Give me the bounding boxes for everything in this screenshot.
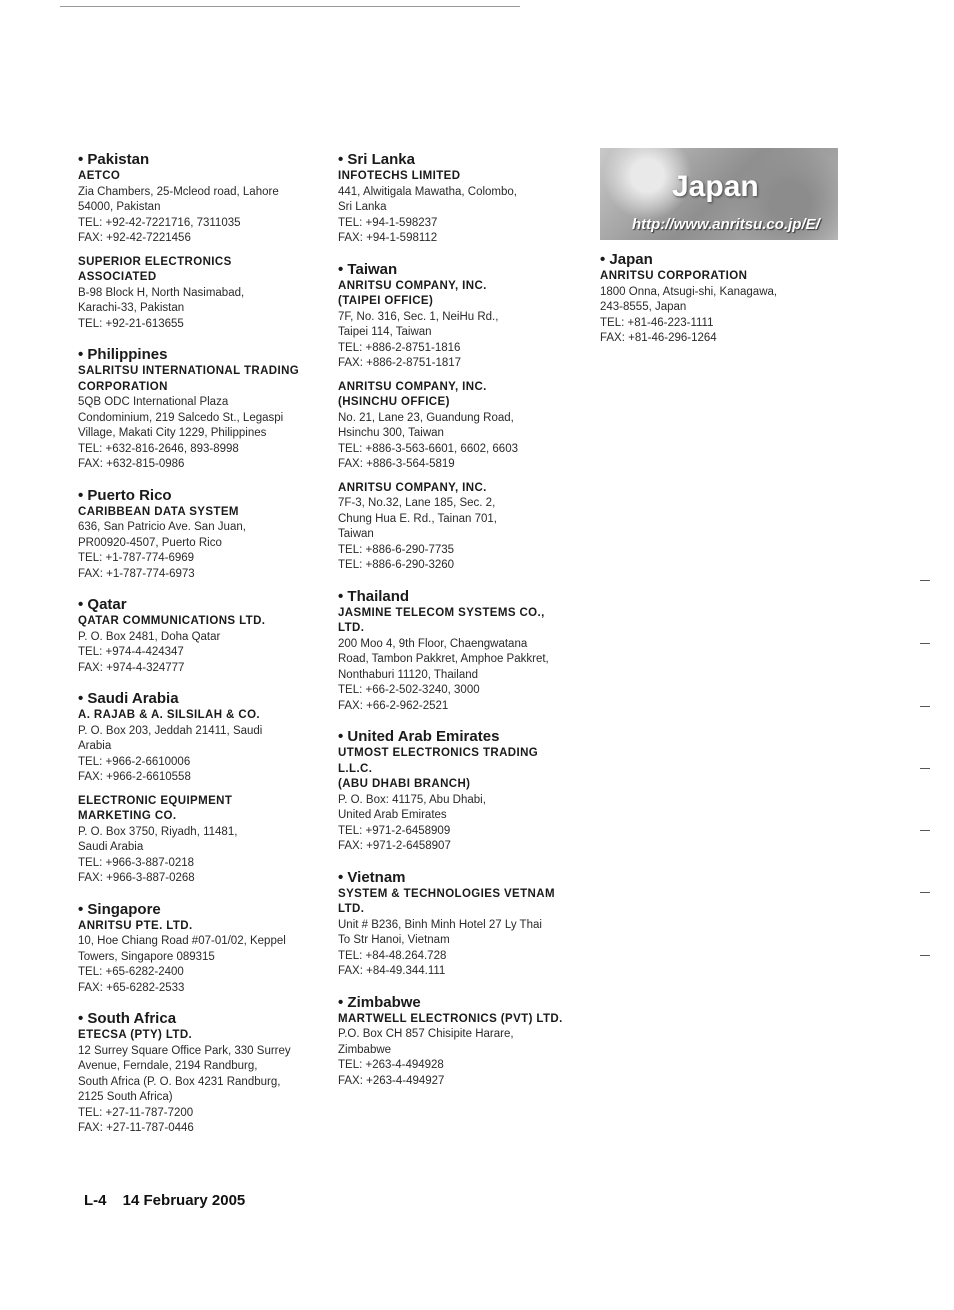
company-entry	[78, 255, 328, 333]
address-line: Unit # B236, Binh Minh Hotel 27 Ly Thai	[338, 918, 542, 931]
country-heading: • Sri Lanka	[338, 150, 588, 169]
page-number: L-4	[84, 1192, 107, 1209]
address-line: FAX: +81-46-296-1264	[600, 332, 717, 344]
company-entry	[338, 746, 588, 855]
address-line: Chung Hua E. Rd., Tainan 701,	[338, 512, 497, 525]
address-line: 1800 Onna, Atsugi-shi, Kanagawa,	[600, 285, 778, 298]
address-line: FAX: +94-1-598112	[338, 232, 438, 244]
banner-title: Japan	[672, 170, 759, 203]
country-section	[78, 689, 328, 887]
company-name: CARIBBEAN DATA SYSTEM	[78, 505, 239, 518]
address-line: 2125 South Africa)	[78, 1091, 173, 1103]
address-line: 7F-3, No.32, Lane 185, Sec. 2,	[338, 497, 496, 509]
address-line: Hsinchu 300, Taiwan	[338, 427, 444, 439]
company-name: JASMINE TELECOM SYSTEMS CO., LTD.	[338, 606, 545, 634]
country-heading: • Qatar	[78, 595, 328, 614]
company-name: INFOTECHS LIMITED	[338, 170, 461, 182]
company-name: ELECTRONIC EQUIPMENT MARKETING CO.	[78, 794, 233, 822]
address-line: P.O. Box CH 857 Chisipite Harare,	[338, 1028, 514, 1040]
margin-tick	[920, 643, 930, 644]
company-name: ANRITSU COMPANY, INC.	[338, 481, 487, 494]
address-line: TEL: +886-6-290-7735	[338, 543, 455, 556]
country-heading: • Pakistan	[78, 150, 328, 169]
address-line: FAX: +971-2-6458907	[338, 840, 451, 852]
address-line: TEL: +974-4-424347	[78, 646, 184, 658]
country-heading: • Puerto Rico	[78, 486, 328, 505]
country-heading: • Thailand	[338, 587, 588, 606]
company-name: UTMOST ELECTRONICS TRADING L.L.C. (ABU DHABI BRANCH)	[338, 747, 539, 790]
address-line: TEL: +886-6-290-3260	[338, 559, 455, 571]
company-name: ANRITSU COMPANY, INC. (HSINCHU OFFICE)	[338, 380, 487, 408]
country-section	[78, 900, 328, 997]
country-section	[338, 727, 588, 855]
address-line: FAX: +84-49.344.111	[338, 965, 446, 977]
address-line: TEL: +632-816-2646, 893-8998	[78, 442, 239, 455]
address-line: Nonthaburi 11120, Thailand	[338, 668, 479, 681]
address-line: 636, San Patricio Ave. San Juan,	[78, 521, 246, 533]
country-section	[338, 993, 588, 1090]
country-heading: • Taiwan	[338, 260, 588, 279]
company-name: ANRITSU CORPORATION	[600, 270, 748, 282]
country-heading: • Saudi Arabia	[78, 689, 328, 708]
address-line: TEL: +66-2-502-3240, 3000	[338, 684, 480, 696]
country-section	[78, 595, 328, 676]
address-line: TEL: +263-4-494928	[338, 1059, 444, 1071]
address-line: B-98 Block H, North Nasimabad,	[78, 286, 245, 299]
country-section	[338, 587, 588, 715]
company-entry	[78, 505, 328, 583]
address-line: 200 Moo 4, 9th Floor, Chaengwatana	[338, 637, 528, 650]
margin-tick	[920, 955, 930, 956]
address-line: Taipei 114, Taiwan	[338, 326, 432, 338]
top-rule	[60, 6, 520, 7]
address-line: TEL: +92-42-7221716, 7311035	[78, 216, 241, 229]
company-name: SUPERIOR ELECTRONICS ASSOCIATED	[78, 255, 232, 283]
company-entry	[338, 279, 588, 372]
company-entry	[78, 708, 328, 786]
address-line: Village, Makati City 1229, Philippines	[78, 427, 267, 439]
address-line: FAX: +65-6282-2533	[78, 981, 185, 994]
company-entry	[78, 169, 328, 247]
address-line: FAX: +92-42-7221456	[78, 232, 191, 244]
company-entry	[600, 269, 850, 347]
address-line: Karachi-33, Pakistan	[78, 302, 185, 314]
address-line: FAX: +886-2-8751-1817	[338, 357, 462, 369]
address-line: South Africa (P. O. Box 4231 Randburg,	[78, 1075, 281, 1088]
company-entry	[338, 887, 588, 980]
address-line: FAX: +966-3-887-0268	[78, 872, 195, 884]
country-heading: • United Arab Emirates	[338, 727, 588, 746]
country-section	[78, 345, 328, 473]
column-2	[338, 150, 588, 1102]
column-3	[600, 250, 850, 360]
address-line: TEL: +886-3-563-6601, 6602, 6603	[338, 442, 518, 455]
company-entry	[78, 614, 328, 676]
address-line: FAX: +886-3-564-5819	[338, 458, 455, 470]
country-heading: • Philippines	[78, 345, 328, 364]
address-line: TEL: +92-21-613655	[78, 317, 184, 330]
address-line: To Str Hanoi, Vietnam	[338, 934, 450, 946]
margin-tick	[920, 830, 930, 831]
address-line: TEL: +966-3-887-0218	[78, 856, 195, 869]
address-line: Zimbabwe	[338, 1043, 392, 1056]
address-line: Saudi Arabia	[78, 841, 144, 853]
address-line: 243-8555, Japan	[600, 301, 687, 313]
banner-url[interactable]: http://www.anritsu.co.jp/E/	[632, 216, 820, 233]
page-footer	[84, 1192, 245, 1209]
address-line: TEL: +971-2-6458909	[338, 824, 451, 837]
address-line: TEL: +65-6282-2400	[78, 966, 184, 978]
margin-tick	[920, 580, 930, 581]
address-line: P. O. Box: 41175, Abu Dhabi,	[338, 793, 486, 806]
address-line: FAX: +632-815-0986	[78, 458, 185, 470]
address-line: Road, Tambon Pakkret, Amphoe Pakkret,	[338, 653, 549, 665]
country-section	[78, 150, 328, 332]
company-entry	[338, 1012, 588, 1090]
address-line: Sri Lanka	[338, 201, 387, 213]
country-heading: • Zimbabwe	[338, 993, 588, 1012]
address-line: United Arab Emirates	[338, 809, 447, 821]
address-line: 54000, Pakistan	[78, 201, 161, 213]
address-line: 7F, No. 316, Sec. 1, NeiHu Rd.,	[338, 310, 499, 323]
address-line: FAX: +66-2-962-2521	[338, 699, 449, 712]
company-name: ANRITSU COMPANY, INC. (TAIPEI OFFICE)	[338, 279, 487, 307]
company-entry	[78, 364, 328, 473]
address-line: Avenue, Ferndale, 2194 Randburg,	[78, 1060, 258, 1072]
address-line: FAX: +974-4-324777	[78, 661, 185, 674]
company-entry	[338, 380, 588, 473]
company-entry	[78, 1028, 328, 1137]
address-line: TEL: +81-46-223-1111	[600, 316, 714, 329]
address-line: 441, Alwitigala Mawatha, Colombo,	[338, 185, 517, 198]
company-entry	[338, 606, 588, 715]
company-name: AETCO	[78, 170, 121, 182]
country-heading: • Japan	[600, 250, 850, 269]
address-line: Arabia	[78, 740, 112, 752]
company-entry	[78, 919, 328, 997]
margin-tick	[920, 706, 930, 707]
address-line: TEL: +84-48.264.728	[338, 949, 447, 962]
page-date: 14 February 2005	[122, 1192, 246, 1209]
address-line: Taiwan	[338, 528, 374, 540]
company-name: SYSTEM & TECHNOLOGIES VETNAM LTD.	[338, 887, 555, 915]
address-line: FAX: +263-4-494927	[338, 1074, 445, 1087]
address-line: P. O. Box 3750, Riyadh, 11481,	[78, 825, 238, 838]
address-line: 10, Hoe Chiang Road #07-01/02, Keppel	[78, 935, 286, 947]
country-section	[338, 150, 588, 247]
address-line: Zia Chambers, 25-Mcleod road, Lahore	[78, 185, 279, 198]
address-line: TEL: +27-11-787-7200	[78, 1106, 194, 1119]
address-line: No. 21, Lane 23, Guandung Road,	[338, 411, 514, 424]
company-name: SALRITSU INTERNATIONAL TRADING CORPORATION	[78, 365, 300, 393]
address-line: TEL: +1-787-774-6969	[78, 552, 195, 564]
margin-tick	[920, 892, 930, 893]
address-line: TEL: +886-2-8751-1816	[338, 341, 461, 354]
address-line: TEL: +966-2-6610006	[78, 755, 191, 768]
company-entry	[338, 481, 588, 574]
address-line: FAX: +966-2-6610558	[78, 771, 191, 783]
company-entry	[338, 169, 588, 247]
country-section	[338, 260, 588, 574]
address-line: FAX: +1-787-774-6973	[78, 567, 195, 580]
address-line: FAX: +27-11-787-0446	[78, 1122, 194, 1134]
country-section	[600, 250, 850, 347]
company-name: ANRITSU PTE. LTD.	[78, 919, 193, 932]
column-1	[78, 150, 328, 1150]
japan-banner	[600, 148, 838, 240]
address-line: TEL: +94-1-598237	[338, 216, 438, 229]
address-line: Towers, Singapore 089315	[78, 950, 215, 963]
country-section	[78, 486, 328, 583]
address-line: P. O. Box 2481, Doha Qatar	[78, 630, 221, 643]
address-line: P. O. Box 203, Jeddah 21411, Saudi	[78, 724, 263, 737]
country-heading: • Vietnam	[338, 868, 588, 887]
address-line: 5QB ODC International Plaza	[78, 396, 229, 408]
company-name: MARTWELL ELECTRONICS (PVT) LTD.	[338, 1012, 563, 1025]
company-name: A. RAJAB & A. SILSILAH & CO.	[78, 709, 261, 721]
company-name: QATAR COMMUNICATIONS LTD.	[78, 615, 266, 627]
address-line: Condominium, 219 Salcedo St., Legaspi	[78, 411, 284, 424]
address-line: PR00920-4507, Puerto Rico	[78, 536, 222, 549]
margin-tick	[920, 768, 930, 769]
country-section	[338, 868, 588, 980]
country-section	[78, 1009, 328, 1137]
company-entry	[78, 794, 328, 887]
company-name: ETECSA (PTY) LTD.	[78, 1029, 193, 1041]
country-heading: • South Africa	[78, 1009, 328, 1028]
country-heading: • Singapore	[78, 900, 328, 919]
address-line: 12 Surrey Square Office Park, 330 Surrey	[78, 1044, 291, 1057]
